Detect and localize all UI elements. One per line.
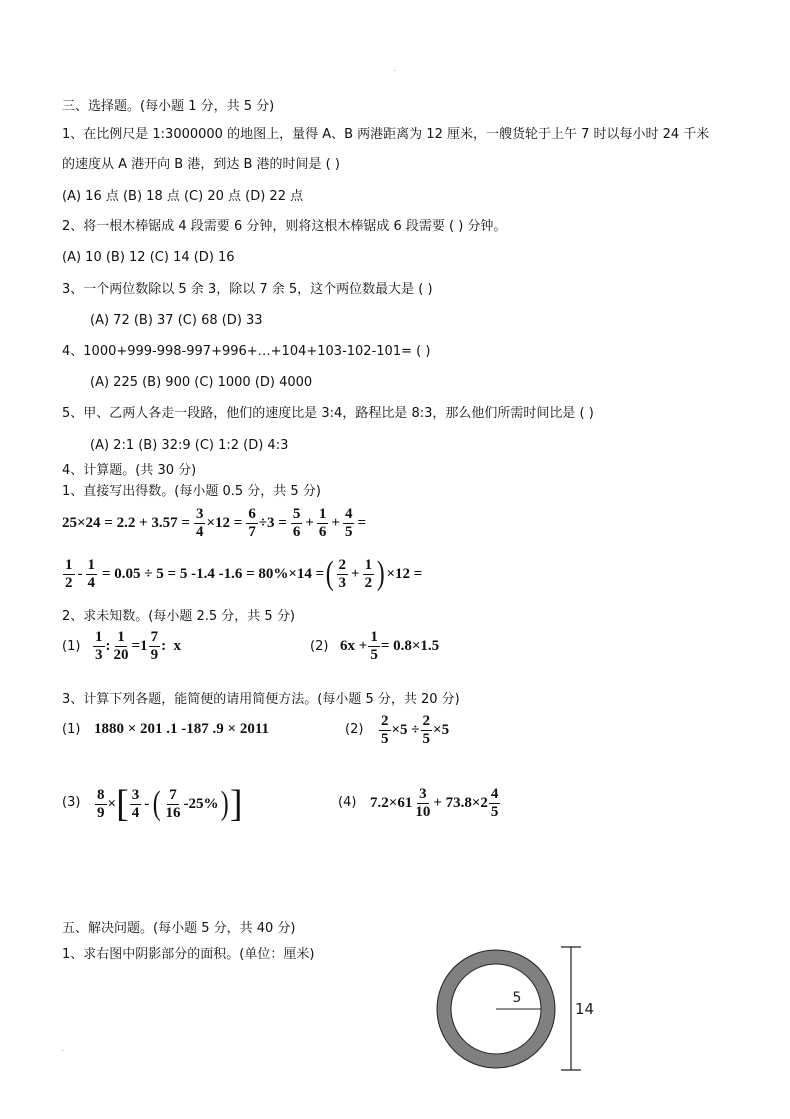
sub1-title: 1、直接写出得数。(每小题 0.5 分，共 5 分) <box>62 484 321 499</box>
equation-1: $\frac{1}{3}$ : $\frac{1}{20}$ =1 $\frac{7}{9}$ : x <box>95 628 182 663</box>
sub2-title: 2、求未知数。(每小题 2.5 分，共 5 分) <box>62 609 295 624</box>
mixed-number-whole: 2 <box>480 794 488 811</box>
height-label: 14 <box>575 1000 595 1018</box>
q4-text: 4、1000+999-998-997+996+…+104+103-102-101= ( ) <box>62 344 431 359</box>
q1-options: (A) 16 点 (B) 18 点 (C) 20 点 (D) 22 点 <box>62 189 304 204</box>
equation-2: 6x + $\frac{1}{5}$ = 0.8×1.5 <box>340 628 440 663</box>
q2-options: (A) 10 (B) 12 (C) 14 (D) 16 <box>62 250 235 265</box>
eq1-label: (1) <box>62 639 81 654</box>
eq2-label: (2) <box>310 639 329 654</box>
q1-text: 1、在比例尺是 1:3000000 的地图上，量得 A、B 两港距离为 12 厘米，一艘货轮于上午 7 时以每小时 24 千米 <box>62 127 710 142</box>
q4-options: (A) 225 (B) 900 (C) 1000 (D) 4000 <box>90 375 313 390</box>
calc3-label: (3) <box>62 795 81 810</box>
direct-calc-row1: 25×24 = 2.2 + 3.57 = $\frac{3}{4}$ ×12 = $\frac{6}{7}$ ÷3 = $\frac{5}{6}$ + $\frac{1}{6}$ + $\frac{4}{5}$ = <box>62 505 367 540</box>
calc1-label: (1) <box>62 722 81 737</box>
calc-3: $\frac{8}{9}$ × [ $\frac{3}{4}$ - ( $\frac{7}{16}$ -25% ) ] <box>97 783 243 825</box>
calc-1: 1880 × 201 .1 -187 .9 × 2011 <box>94 720 270 737</box>
sub3-title: 3、计算下列各题，能简便的请用简便方法。(每小题 5 分，共 20 分) <box>62 692 460 707</box>
calc-4: 7.2× 61 $\frac{3}{10}$ + 73.8× 2 $\frac{4}{5}$ <box>370 785 499 820</box>
stray-dot: . <box>394 66 396 73</box>
calc-2: $\frac{2}{5}$ ×5 ÷ $\frac{2}{5}$ ×5 <box>381 712 450 747</box>
calc4-label: (4) <box>338 795 357 810</box>
problem1-text: 1、求右图中阴影部分的面积。(单位：厘米) <box>62 947 315 962</box>
stray-dot: . <box>62 1046 64 1053</box>
section3-title: 三、选择题。(每小题 1 分，共 5 分) <box>62 99 275 114</box>
mixed-number-whole: 61 <box>397 794 413 811</box>
direct-calc-row2: $\frac{1}{2}$ - $\frac{1}{4}$ = 0.05 ÷ 5 = 5 -1.4 -1.6 = 80%×14 = ( $\frac{2}{3}$ + $\frac{1}{2}$ ) ×12 = <box>65 555 423 592</box>
section4-title: 4、计算题。(共 30 分) <box>62 463 197 478</box>
q5-options: (A) 2:1 (B) 32:9 (C) 1:2 (D) 4:3 <box>90 438 289 453</box>
q2-text: 2、将一根木棒锯成 4 段需要 6 分钟，则将这根木棒锯成 6 段需要 ( ) 分钟。 <box>62 219 507 234</box>
q1-text-cont: 的速度从 A 港开向 B 港，到达 B 港的时间是 ( ) <box>62 157 340 172</box>
q5-text: 5、甲、乙两人各走一段路，他们的速度比是 3:4，路程比是 8:3，那么他们所需时间比是 ( ) <box>62 406 594 421</box>
radius-label: 5 <box>512 990 522 1006</box>
q3-options: (A) 72 (B) 37 (C) 68 (D) 33 <box>90 313 263 328</box>
section5-title: 五、解决问题。(每小题 5 分，共 40 分) <box>62 921 296 936</box>
q3-text: 3、一个两位数除以 5 余 3，除以 7 余 5，这个两位数最大是 ( ) <box>62 282 433 297</box>
calc2-label: (2) <box>345 722 364 737</box>
ring-figure <box>425 940 625 1075</box>
